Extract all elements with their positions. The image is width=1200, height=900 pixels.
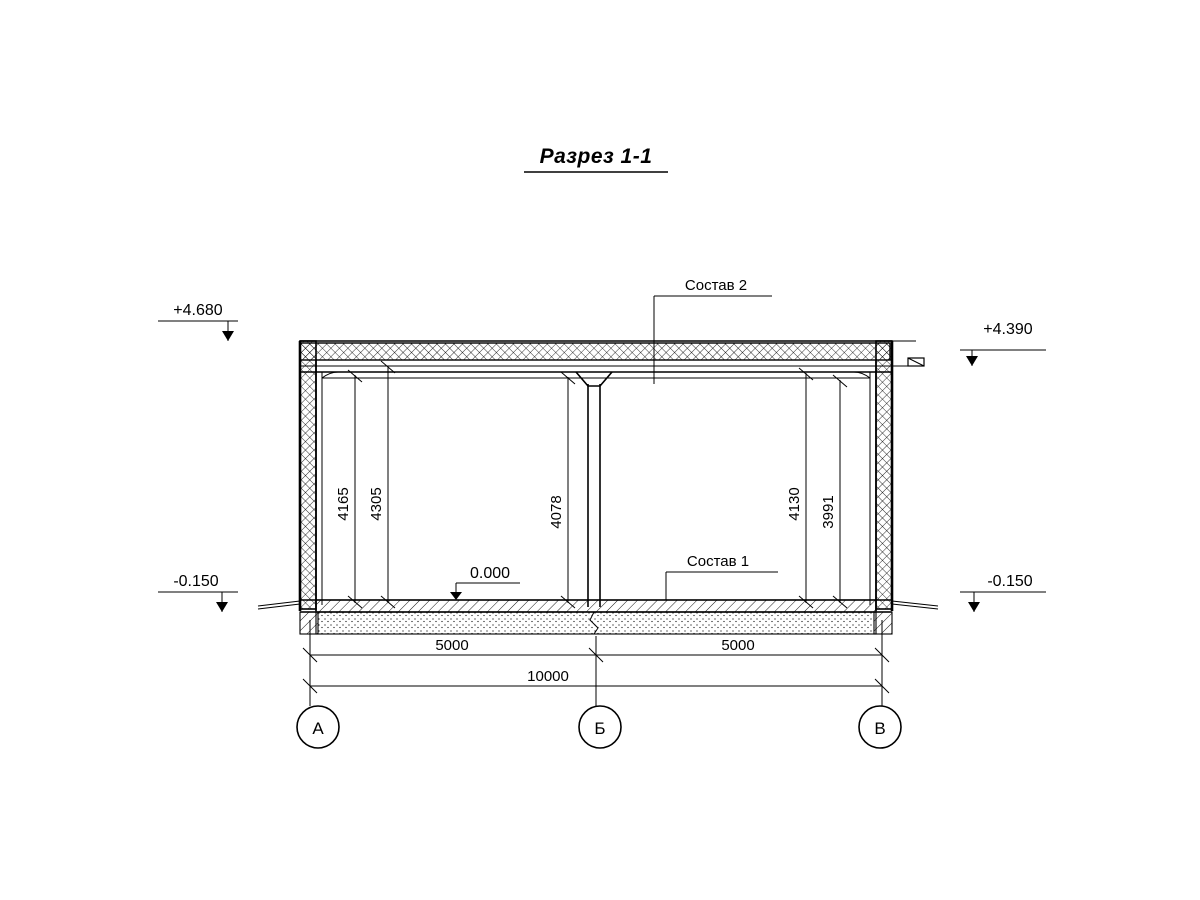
vdim-4165-value: 4165 (335, 487, 352, 521)
level-mark-ground-left (158, 573, 238, 612)
axis-mark-v (859, 700, 901, 748)
vdim-4078 (548, 372, 575, 608)
vdim-4305 (368, 361, 395, 608)
level-mark-floor (450, 565, 520, 600)
axis-mark-a-label: А (312, 719, 324, 738)
level-value-floor: 0.000 (469, 565, 511, 582)
vdim-3991 (820, 375, 847, 608)
vdim-3991-value: 3991 (820, 495, 837, 529)
callout-sostav-2-label: Состав 2 (684, 277, 748, 294)
hdim-span-b-v-value: 5000 (721, 637, 755, 654)
axis-mark-b (579, 700, 621, 748)
vdim-4305-value: 4305 (368, 487, 385, 521)
axis-mark-b-label: Б (594, 719, 606, 738)
level-mark-top-left (158, 302, 238, 341)
level-value-ground-right: -0.150 (987, 573, 1033, 590)
floor-slab (258, 600, 938, 634)
drawing-title: Разрез 1-1 (539, 145, 653, 168)
ceiling-line (322, 372, 870, 378)
level-value-ground-left: -0.150 (173, 573, 219, 590)
callout-sostav-1-label: Состав 1 (686, 553, 750, 570)
vdim-4130 (786, 368, 813, 608)
vdim-4165 (335, 370, 362, 608)
vdim-4078-value: 4078 (548, 495, 565, 529)
roof-assembly (300, 341, 924, 372)
hdim-span-a-b-value: 5000 (435, 637, 469, 654)
level-mark-top-right (960, 321, 1046, 366)
right-wall (870, 341, 892, 611)
vdim-4130-value: 4130 (786, 487, 803, 521)
callout-sostav-1 (666, 553, 778, 600)
left-wall (300, 341, 322, 611)
hdim-total-value: 10000 (527, 668, 569, 685)
axis-mark-v-label: В (874, 719, 886, 738)
central-column (576, 372, 612, 607)
level-value-top-right: +4.390 (983, 321, 1033, 338)
level-value-top-left: +4.680 (173, 302, 223, 319)
level-mark-ground-right (960, 573, 1046, 612)
axis-mark-a (297, 700, 339, 748)
callout-sostav-2 (654, 277, 772, 384)
